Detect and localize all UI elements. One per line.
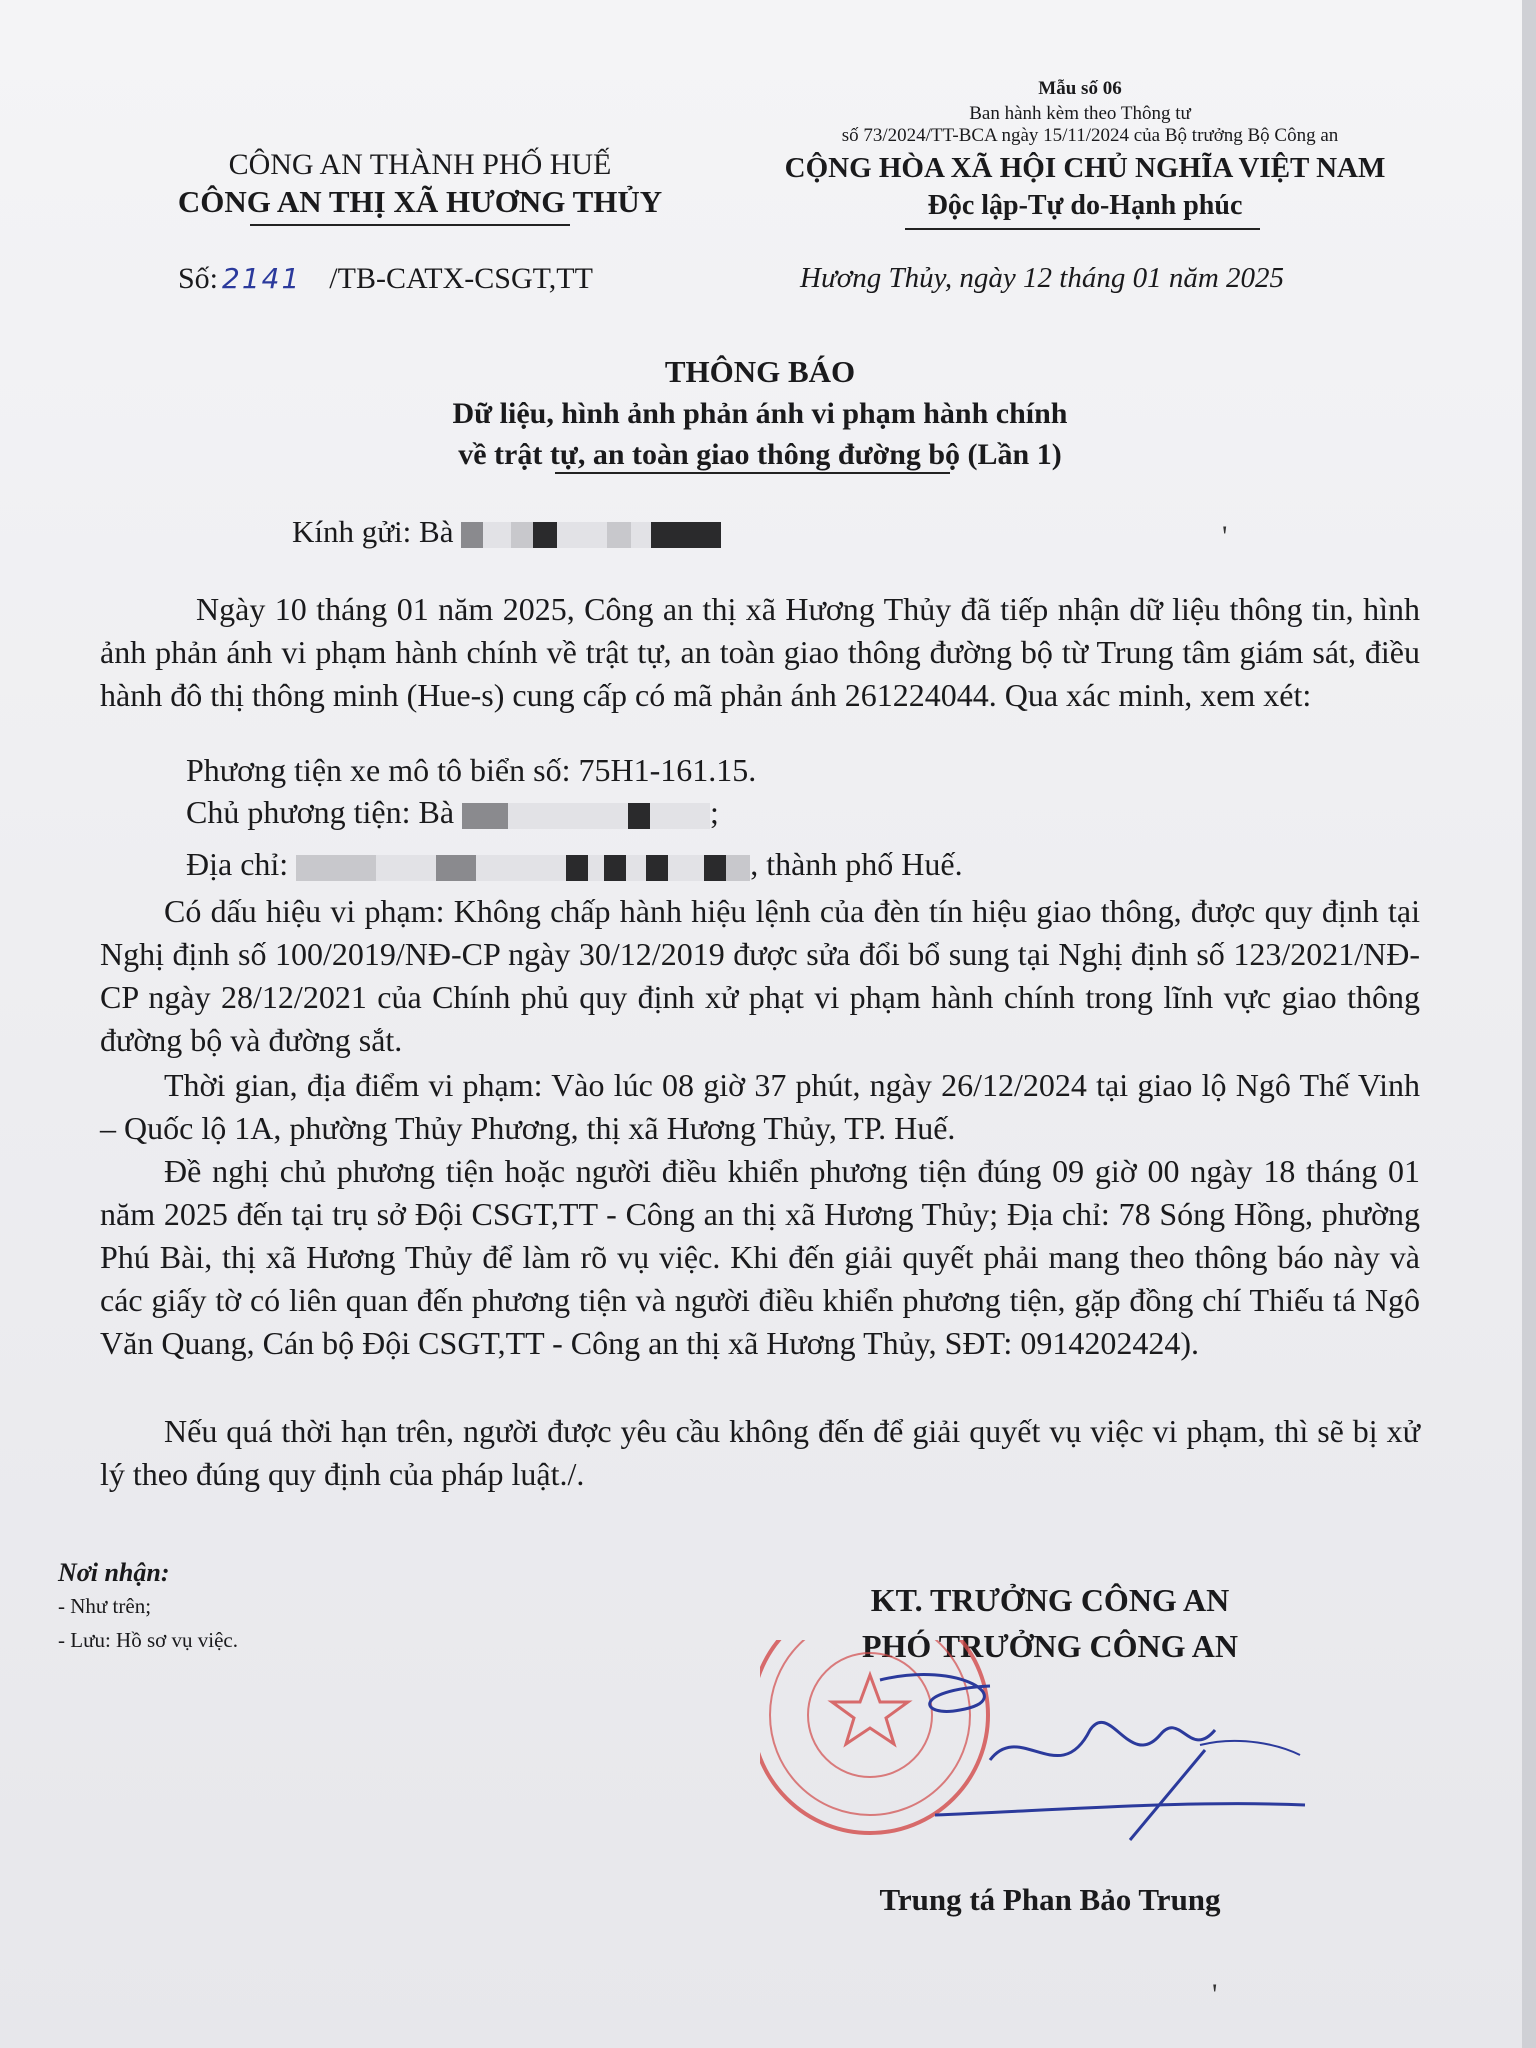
page-edge-shadow [1522,0,1536,2048]
form-number: Mẫu số 06 [1038,78,1122,99]
redaction-block [668,855,704,881]
form-issued-by: Ban hành kèm theo Thông tư [969,103,1191,124]
redaction-block [651,522,721,548]
redaction-block [588,855,604,881]
redaction-block [483,522,511,548]
doc-number [178,262,593,296]
redaction-block [604,855,626,881]
redaction-block [626,855,646,881]
redaction-block [476,855,566,881]
redaction-block [376,855,436,881]
redaction-block [508,803,628,829]
redaction-block [462,803,508,829]
paragraph-text: Đề nghị chủ phương tiện hoặc người điều khiển phương tiện đúng 09 giờ 00 ngày 18 tháng 01 năm 2025 đến tại trụ sở Đội CSGT,TT - Công an thị xã Hương Thủy; Địa chỉ: 78 Sóng Hồng, phường Phú Bài, thị xã Hương Thủy để làm rõ vụ việc. Khi đến giải quyết phải mang theo thông báo này và các giấy tờ có liên quan đến phương tiện và người điều khiển phương tiện, gặp đồng chí Thiếu tá Ngô Văn Quang, Cán bộ Đội CSGT,TT - Công an thị xã Hương Thủy, SĐT: 0914202424). [100,1153,1420,1361]
doc-number-handwritten: 2141 [222,262,302,295]
place-date: Hương Thủy, ngày 12 tháng 01 năm 2025 [800,262,1285,294]
redaction-block [436,855,476,881]
address-line [186,846,963,883]
redaction-block [557,522,607,548]
redaction-block [296,855,376,881]
owner-label: Chủ phương tiện: Bà [186,794,455,830]
redaction-block [650,803,710,829]
recipients-item: - Như trên; [58,1594,152,1618]
redaction-block [607,522,631,548]
owner-line [186,794,719,831]
notice-subtitle-2: về trật tự, an toàn giao thông đường bộ (Lần 1) [458,438,1062,471]
owner-end: ; [710,794,719,830]
redaction-block [533,522,557,548]
agency-parent: CÔNG AN THÀNH PHỐ HUẾ [228,148,612,181]
paragraph-text: Nếu quá thời hạn trên, người được yêu cầu không đến để giải quyết vụ việc vi phạm, thì sẽ bị xử lý theo đúng quy định của pháp luật./. [100,1413,1420,1492]
redaction-block [628,803,650,829]
notice-title: THÔNG BÁO [664,354,856,389]
stamp-and-signature [760,1640,1320,1900]
subtitle-underline [555,472,950,474]
national-motto: Độc lập-Tự do-Hạnh phúc [927,190,1243,221]
paragraph-text: Ngày 10 tháng 01 năm 2025, Công an thị xã Hương Thủy đã tiếp nhận dữ liệu thông tin, hình ảnh phản ánh vi phạm hành chính về trật tự, an toàn giao thông đường bộ từ Trung tâm giám sát, điều hành đô thị thông minh (Hue-s) cung cấp có mã phản ánh 261224044. Qua xác minh, xem xét: [100,591,1420,713]
body-paragraph-violation [100,890,1420,1062]
motto-underline [905,228,1260,230]
signatory-role: PHÓ TRƯỞNG CÔNG AN [861,1628,1238,1664]
body-paragraph-warning [100,1410,1420,1496]
redaction-block [461,522,483,548]
redaction-block [726,855,750,881]
body-paragraph-request [100,1150,1420,1365]
national-title: CỘNG HÒA XÃ HỘI CHỦ NGHĨA VIỆT NAM [784,152,1386,184]
signatory-name: Trung tá Phan Bảo Trung [879,1882,1221,1917]
agency-name: CÔNG AN THỊ XÃ HƯƠNG THỦY [177,184,663,219]
recipients-heading: Nơi nhận: [58,1558,170,1587]
doc-number-code: /TB-CATX-CSGT,TT [329,262,593,295]
pen-mark: ' [1212,1978,1218,2011]
body-paragraph-intro [100,588,1420,717]
recipients-item: - Lưu: Hồ sơ vụ việc. [58,1628,238,1652]
recipient-label: Kính gửi: Bà [292,514,454,549]
notice-subtitle-1: Dữ liệu, hình ảnh phản ánh vi phạm hành chính [452,397,1068,430]
redaction-block [704,855,726,881]
redaction-block [646,855,668,881]
body-paragraph-time-place [100,1064,1420,1150]
signatory-kt: KT. TRƯỞNG CÔNG AN [870,1582,1230,1618]
redaction-block [511,522,533,548]
form-circular: số 73/2024/TT-BCA ngày 15/11/2024 của Bộ trưởng Bộ Công an [841,125,1339,146]
redaction-block [566,855,588,881]
official-stamp [760,1640,1320,1900]
redaction-block [631,522,651,548]
address-label: Địa chỉ: [186,846,289,882]
agency-underline [250,224,570,226]
stamp-text [760,1640,937,1644]
doc-number-label: Số: [178,262,219,295]
address-end: , thành phố Huế. [750,846,963,882]
paragraph-text: Thời gian, địa điểm vi phạm: Vào lúc 08 giờ 37 phút, ngày 26/12/2024 tại giao lộ Ngô Thế Vinh – Quốc lộ 1A, phường Thủy Phương, thị xã Hương Thủy, TP. Huế. [100,1067,1420,1146]
recipient-line [292,514,721,550]
pen-mark: ' [1222,520,1228,553]
vehicle-line: Phương tiện xe mô tô biển số: 75H1-161.15. [186,752,757,788]
paragraph-text: Có dấu hiệu vi phạm: Không chấp hành hiệu lệnh của đèn tín hiệu giao thông, được quy định tại Nghị định số 100/2019/NĐ-CP ngày 30/12/2019 được sửa đổi bổ sung tại Nghị định số 123/2021/NĐ-CP ngày 28/12/2021 của Chính phủ quy định xử phạt vi phạm hành chính trong lĩnh vực giao thông đường bộ và đường sắt. [100,893,1420,1058]
